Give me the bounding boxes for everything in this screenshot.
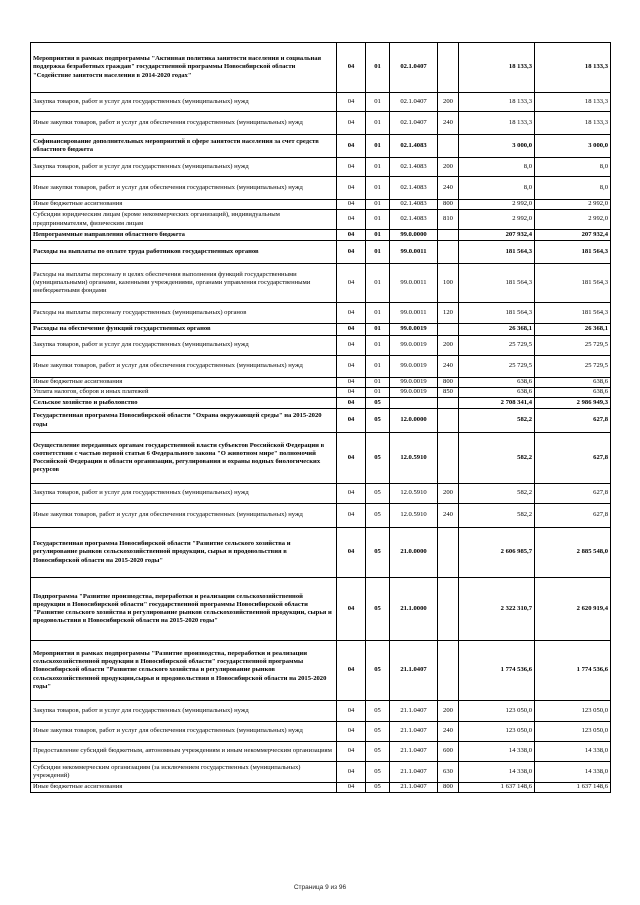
cell-name: Иные закупки товаров, работ и услуг для обеспечения государственных (муниципальных) нужд	[31, 722, 337, 742]
cell-expense-type: 600	[438, 742, 459, 762]
cell-subsection: 05	[366, 701, 390, 722]
cell-amount-1: 3 000,0	[459, 135, 535, 158]
cell-amount-2: 18 133,3	[535, 43, 611, 93]
cell-amount-2: 2 620 919,4	[535, 578, 611, 641]
cell-name: Государственная программа Новосибирской области "Развитие сельского хозяйства и регулирование рынков сельскохозяйственной продукции, сырья и продовольствия в Новосибирской области на 2015-2020 годы"	[31, 528, 337, 578]
cell-target-item: 99.0.0019	[390, 388, 438, 398]
cell-expense-type: 800	[438, 200, 459, 210]
cell-target-item: 99.0.0000	[390, 230, 438, 241]
cell-expense-type: 120	[438, 303, 459, 324]
cell-target-item: 02.1.4083	[390, 177, 438, 200]
cell-expense-type	[438, 578, 459, 641]
table-row	[31, 112, 611, 135]
cell-amount-2: 18 133,3	[535, 93, 611, 112]
cell-name: Иные бюджетные ассигнования	[31, 783, 337, 793]
cell-name: Закупка товаров, работ и услуг для государственных (муниципальных) нужд	[31, 93, 337, 112]
cell-section: 04	[337, 504, 366, 528]
cell-subsection: 01	[366, 200, 390, 210]
table-row	[31, 43, 611, 93]
cell-subsection: 01	[366, 303, 390, 324]
cell-amount-2: 181 564,3	[535, 303, 611, 324]
cell-amount-1: 1 637 148,6	[459, 783, 535, 793]
cell-name: Расходы на выплаты по оплате труда работников государственных органов	[31, 241, 337, 264]
cell-name: Государственная программа Новосибирской области "Охрана окружающей среды" на 2015-2020 годы	[31, 409, 337, 433]
table-row	[31, 641, 611, 701]
cell-expense-type	[438, 43, 459, 93]
cell-target-item	[390, 398, 438, 409]
cell-expense-type: 240	[438, 356, 459, 378]
cell-amount-1: 8,0	[459, 177, 535, 200]
cell-section: 04	[337, 528, 366, 578]
page-number: Страница 9 из 96	[293, 884, 347, 891]
cell-amount-2: 14 338,0	[535, 762, 611, 783]
table-row	[31, 701, 611, 722]
table-row	[31, 388, 611, 398]
cell-section: 04	[337, 241, 366, 264]
cell-name: Расходы на выплаты персоналу государственных (муниципальных) органов	[31, 303, 337, 324]
cell-section: 04	[337, 210, 366, 230]
cell-target-item: 12.0.0000	[390, 409, 438, 433]
table-row	[31, 742, 611, 762]
table-row	[31, 762, 611, 783]
cell-subsection: 05	[366, 528, 390, 578]
cell-expense-type	[438, 230, 459, 241]
cell-amount-1: 123 050,0	[459, 701, 535, 722]
cell-expense-type: 240	[438, 504, 459, 528]
cell-target-item: 99.0.0019	[390, 324, 438, 336]
cell-amount-1: 2 606 985,7	[459, 528, 535, 578]
cell-name: Иные бюджетные ассигнования	[31, 200, 337, 210]
cell-target-item: 21.1.0407	[390, 722, 438, 742]
cell-expense-type: 200	[438, 484, 459, 504]
cell-amount-2: 2 986 949,3	[535, 398, 611, 409]
cell-target-item: 21.0.0000	[390, 528, 438, 578]
cell-subsection: 05	[366, 783, 390, 793]
table-row	[31, 177, 611, 200]
cell-amount-1: 14 338,0	[459, 742, 535, 762]
cell-target-item: 02.1.4083	[390, 158, 438, 177]
cell-name: Закупка товаров, работ и услуг для государственных (муниципальных) нужд	[31, 484, 337, 504]
cell-subsection: 01	[366, 241, 390, 264]
cell-amount-1: 26 368,1	[459, 324, 535, 336]
cell-amount-2: 25 729,5	[535, 336, 611, 356]
cell-amount-1: 207 932,4	[459, 230, 535, 241]
cell-name: Закупка товаров, работ и услуг для государственных (муниципальных) нужд	[31, 336, 337, 356]
cell-subsection: 01	[366, 356, 390, 378]
cell-amount-1: 25 729,5	[459, 336, 535, 356]
cell-amount-2: 123 050,0	[535, 722, 611, 742]
cell-expense-type	[438, 398, 459, 409]
cell-expense-type: 810	[438, 210, 459, 230]
cell-target-item: 21.1.0407	[390, 762, 438, 783]
cell-section: 04	[337, 112, 366, 135]
cell-target-item: 21.1.0407	[390, 783, 438, 793]
cell-target-item: 21.1.0407	[390, 641, 438, 701]
cell-amount-1: 638,6	[459, 378, 535, 388]
table-row	[31, 504, 611, 528]
cell-name: Мероприятия в рамках подпрограммы "Активная политика занятости населения и социальная поддержка безработных граждан" государственной программы Новосибирской области "Содействие занятости населения в 2014-2020 годах"	[31, 43, 337, 93]
cell-target-item: 99.0.0019	[390, 336, 438, 356]
table-row	[31, 578, 611, 641]
cell-subsection: 05	[366, 762, 390, 783]
cell-amount-2: 1 637 148,6	[535, 783, 611, 793]
table-row	[31, 135, 611, 158]
table-row	[31, 783, 611, 793]
cell-target-item: 12.0.5910	[390, 504, 438, 528]
cell-subsection: 01	[366, 93, 390, 112]
cell-subsection: 01	[366, 388, 390, 398]
cell-amount-1: 2 992,0	[459, 200, 535, 210]
cell-name: Мероприятия в рамках подпрограммы "Развитие производства, переработки и реализации сельскохозяйственной продукции в Новосибирской области" государственной программы Новосибирской области "Развитие сельского хозяйства и регулирование рынков сельскохозяйственной продукции,сырья и продовольствия в Новосибирской области на 2015-2020 годы"	[31, 641, 337, 701]
cell-subsection: 05	[366, 722, 390, 742]
cell-subsection: 01	[366, 43, 390, 93]
cell-section: 04	[337, 433, 366, 484]
cell-amount-1: 582,2	[459, 409, 535, 433]
table-row	[31, 230, 611, 241]
cell-amount-2: 2 992,0	[535, 200, 611, 210]
cell-amount-2: 3 000,0	[535, 135, 611, 158]
cell-section: 04	[337, 158, 366, 177]
cell-amount-2: 14 338,0	[535, 742, 611, 762]
cell-subsection: 05	[366, 484, 390, 504]
cell-expense-type: 100	[438, 264, 459, 303]
cell-amount-2: 627,8	[535, 504, 611, 528]
cell-amount-2: 8,0	[535, 177, 611, 200]
cell-subsection: 05	[366, 504, 390, 528]
cell-target-item: 99.0.0011	[390, 241, 438, 264]
cell-amount-2: 207 932,4	[535, 230, 611, 241]
cell-expense-type	[438, 409, 459, 433]
cell-subsection: 01	[366, 230, 390, 241]
cell-subsection: 01	[366, 112, 390, 135]
cell-expense-type: 240	[438, 722, 459, 742]
table-row	[31, 93, 611, 112]
cell-section: 04	[337, 641, 366, 701]
budget-table-page	[30, 42, 610, 793]
cell-name: Иные закупки товаров, работ и услуг для обеспечения государственных (муниципальных) нужд	[31, 504, 337, 528]
table-row	[31, 264, 611, 303]
cell-amount-1: 2 322 310,7	[459, 578, 535, 641]
cell-target-item: 02.1.0407	[390, 112, 438, 135]
table-row	[31, 398, 611, 409]
cell-target-item: 12.0.5910	[390, 433, 438, 484]
cell-expense-type: 630	[438, 762, 459, 783]
cell-target-item: 99.0.0011	[390, 264, 438, 303]
cell-amount-1: 582,2	[459, 504, 535, 528]
cell-name: Софинансирование дополнительных мероприятий в сфере занятости населения за счет средств областного бюджета	[31, 135, 337, 158]
cell-section: 04	[337, 409, 366, 433]
cell-amount-1: 123 050,0	[459, 722, 535, 742]
cell-section: 04	[337, 742, 366, 762]
cell-subsection: 01	[366, 210, 390, 230]
cell-expense-type	[438, 135, 459, 158]
cell-amount-2: 8,0	[535, 158, 611, 177]
table-row	[31, 303, 611, 324]
cell-section: 04	[337, 93, 366, 112]
table-row	[31, 158, 611, 177]
cell-amount-1: 2 992,0	[459, 210, 535, 230]
cell-subsection: 01	[366, 177, 390, 200]
cell-amount-2: 627,8	[535, 484, 611, 504]
cell-expense-type: 240	[438, 177, 459, 200]
cell-expense-type	[438, 241, 459, 264]
cell-amount-1: 18 133,3	[459, 93, 535, 112]
cell-section: 04	[337, 388, 366, 398]
table-row	[31, 484, 611, 504]
cell-target-item: 21.1.0407	[390, 701, 438, 722]
cell-subsection: 05	[366, 742, 390, 762]
cell-amount-1: 582,2	[459, 433, 535, 484]
cell-name: Расходы на обеспечение функций государственных органов	[31, 324, 337, 336]
cell-section: 04	[337, 484, 366, 504]
cell-expense-type: 240	[438, 112, 459, 135]
cell-subsection: 01	[366, 378, 390, 388]
cell-name: Расходы на выплаты персоналу в целях обеспечения выполнения функций государственными (муниципальными) органами, казенными учреждениями, органами управления государственными внебюджетными фондами	[31, 264, 337, 303]
table-row	[31, 528, 611, 578]
cell-name: Закупка товаров, работ и услуг для государственных (муниципальных) нужд	[31, 158, 337, 177]
cell-amount-2: 2 992,0	[535, 210, 611, 230]
cell-subsection: 05	[366, 578, 390, 641]
table-row	[31, 210, 611, 230]
cell-name: Иные бюджетные ассигнования	[31, 378, 337, 388]
cell-expense-type: 200	[438, 701, 459, 722]
cell-subsection: 01	[366, 135, 390, 158]
cell-subsection: 01	[366, 158, 390, 177]
cell-amount-1: 2 708 341,4	[459, 398, 535, 409]
cell-expense-type	[438, 324, 459, 336]
table-row	[31, 378, 611, 388]
cell-amount-2: 18 133,3	[535, 112, 611, 135]
cell-section: 04	[337, 356, 366, 378]
cell-target-item: 02.1.4083	[390, 200, 438, 210]
cell-subsection: 05	[366, 398, 390, 409]
cell-amount-1: 181 564,3	[459, 241, 535, 264]
cell-amount-2: 1 774 536,6	[535, 641, 611, 701]
cell-amount-2: 123 050,0	[535, 701, 611, 722]
cell-expense-type: 200	[438, 158, 459, 177]
cell-amount-2: 638,6	[535, 388, 611, 398]
cell-section: 04	[337, 324, 366, 336]
cell-section: 04	[337, 701, 366, 722]
cell-name: Непрограммные направления областного бюджета	[31, 230, 337, 241]
cell-amount-1: 181 564,3	[459, 264, 535, 303]
table-row	[31, 722, 611, 742]
cell-amount-2: 181 564,3	[535, 264, 611, 303]
cell-expense-type: 800	[438, 783, 459, 793]
cell-target-item: 02.1.0407	[390, 93, 438, 112]
cell-amount-1: 14 338,0	[459, 762, 535, 783]
cell-target-item: 21.1.0407	[390, 742, 438, 762]
table-row	[31, 324, 611, 336]
cell-expense-type: 200	[438, 93, 459, 112]
cell-subsection: 05	[366, 641, 390, 701]
table-row	[31, 409, 611, 433]
cell-section: 04	[337, 303, 366, 324]
cell-section: 04	[337, 336, 366, 356]
cell-section: 04	[337, 398, 366, 409]
cell-section: 04	[337, 43, 366, 93]
table-row	[31, 356, 611, 378]
cell-section: 04	[337, 264, 366, 303]
cell-section: 04	[337, 762, 366, 783]
cell-section: 04	[337, 230, 366, 241]
cell-name: Иные закупки товаров, работ и услуг для обеспечения государственных (муниципальных) нужд	[31, 112, 337, 135]
table-row	[31, 200, 611, 210]
cell-amount-1: 18 133,3	[459, 43, 535, 93]
cell-amount-2: 627,8	[535, 409, 611, 433]
cell-amount-2: 181 564,3	[535, 241, 611, 264]
budget-table	[30, 42, 611, 793]
cell-amount-2: 627,8	[535, 433, 611, 484]
cell-name: Иные закупки товаров, работ и услуг для обеспечения государственных (муниципальных) нужд	[31, 356, 337, 378]
cell-expense-type: 800	[438, 378, 459, 388]
cell-subsection: 05	[366, 409, 390, 433]
cell-name: Сельское хозяйство и рыболовство	[31, 398, 337, 409]
cell-target-item: 21.1.0000	[390, 578, 438, 641]
table-row	[31, 433, 611, 484]
cell-amount-1: 181 564,3	[459, 303, 535, 324]
cell-section: 04	[337, 200, 366, 210]
cell-amount-2: 638,6	[535, 378, 611, 388]
cell-target-item: 99.0.0019	[390, 356, 438, 378]
cell-name: Подпрограмма "Развитие производства, переработки и реализации сельскохозяйственной продукции в Новосибирской области" государственной программы Новосибирской области "Развитие сельского хозяйства и регулирование рынков сельскохозяйственной продукции, сырья и продовольствия в Новосибирской области на 2015-2020 годы"	[31, 578, 337, 641]
cell-target-item: 02.1.4083	[390, 135, 438, 158]
cell-amount-1: 582,2	[459, 484, 535, 504]
cell-amount-2: 25 729,5	[535, 356, 611, 378]
cell-subsection: 01	[366, 324, 390, 336]
cell-expense-type: 200	[438, 336, 459, 356]
cell-name: Уплата налогов, сборов и иных платежей	[31, 388, 337, 398]
cell-target-item: 12.0.5910	[390, 484, 438, 504]
cell-name: Предоставление субсидий бюджетным, автономным учреждениям и иным некоммерческим организациям	[31, 742, 337, 762]
cell-amount-1: 638,6	[459, 388, 535, 398]
cell-section: 04	[337, 177, 366, 200]
cell-section: 04	[337, 783, 366, 793]
cell-amount-2: 26 368,1	[535, 324, 611, 336]
cell-subsection: 05	[366, 433, 390, 484]
cell-amount-1: 25 729,5	[459, 356, 535, 378]
cell-section: 04	[337, 722, 366, 742]
cell-expense-type	[438, 641, 459, 701]
cell-subsection: 01	[366, 264, 390, 303]
cell-target-item: 99.0.0019	[390, 378, 438, 388]
cell-name: Закупка товаров, работ и услуг для государственных (муниципальных) нужд	[31, 701, 337, 722]
cell-expense-type	[438, 433, 459, 484]
cell-amount-1: 18 133,3	[459, 112, 535, 135]
cell-name: Субсидии юридическим лицам (кроме некоммерческих организаций), индивидуальным предпринимателям, физическим лицам	[31, 210, 337, 230]
cell-name: Субсидии некоммерческим организациям (за исключением государственных (муниципальных) учреждений)	[31, 762, 337, 783]
cell-section: 04	[337, 378, 366, 388]
cell-subsection: 01	[366, 336, 390, 356]
cell-name: Иные закупки товаров, работ и услуг для обеспечения государственных (муниципальных) нужд	[31, 177, 337, 200]
cell-section: 04	[337, 578, 366, 641]
cell-amount-1: 1 774 536,6	[459, 641, 535, 701]
cell-target-item: 02.1.4083	[390, 210, 438, 230]
cell-name: Осуществление переданных органам государственной власти субъектов Российской Федерации в соответствии с частью первой статьи 6 Федерального закона "О животном мире" полномочий Российской Федерации в области организации, регулирования и охраны водных биологических ресурсов	[31, 433, 337, 484]
cell-expense-type	[438, 528, 459, 578]
table-row	[31, 241, 611, 264]
cell-target-item: 99.0.0011	[390, 303, 438, 324]
cell-target-item: 02.1.0407	[390, 43, 438, 93]
cell-section: 04	[337, 135, 366, 158]
cell-amount-1: 8,0	[459, 158, 535, 177]
cell-expense-type: 850	[438, 388, 459, 398]
cell-amount-2: 2 885 548,0	[535, 528, 611, 578]
table-row	[31, 336, 611, 356]
